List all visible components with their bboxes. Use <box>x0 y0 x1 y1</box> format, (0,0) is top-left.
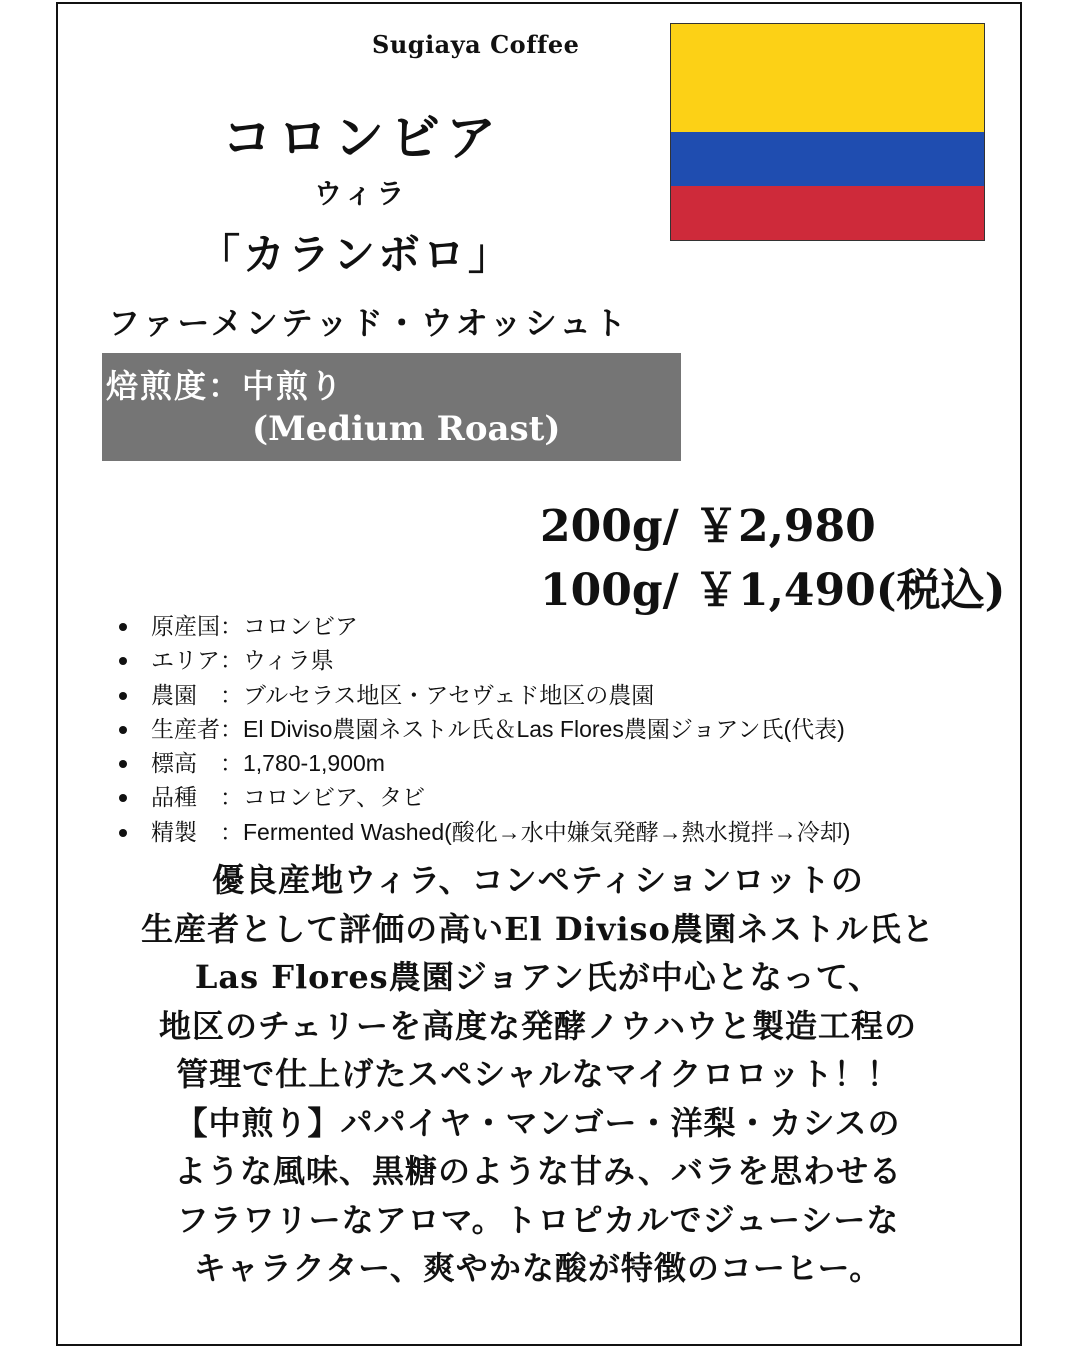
spec-text: 品種 ：コロンビア、タビ <box>151 784 426 811</box>
description-line: フラワリーなアロマ。トロピカルでジューシーな <box>176 1200 900 1239</box>
spec-text: 農園 ：ブルセラス地区・アセヴェド地区の農園 <box>151 681 655 708</box>
farm-name: 「カランボロ」 <box>198 230 514 279</box>
description-line: ような風味、黒糖のような甘み、バラを思わせる <box>174 1152 902 1190</box>
spec-item-altitude <box>118 747 850 781</box>
bullet-icon <box>119 726 127 734</box>
bullet-icon <box>119 657 127 665</box>
description-line: 管理で仕上げたスペシャルなマイクロロット！！ <box>176 1055 900 1093</box>
description-line: 【中煎り】パパイヤ・マンゴー・洋梨・カシスの <box>175 1103 901 1142</box>
flag-yellow-band <box>671 24 984 132</box>
spec-item-farm <box>118 679 850 713</box>
spec-text: 精製 ：Fermented Washed(酸化→水中嫌気発酵→熱水撹拌→冷却) <box>151 818 851 845</box>
region-name: ウィラ <box>314 177 409 210</box>
description-line: 地区のチェリーを高度な発酵ノウハウと製造工程の <box>158 1006 918 1045</box>
flag-red-band <box>671 186 984 240</box>
spec-item-processing <box>118 816 850 850</box>
origin-title: コロンビア <box>222 108 502 167</box>
spec-text: エリア：ウィラ県 <box>151 647 334 674</box>
spec-text: 生産者：El Diviso農園ネストル氏＆Las Flores農園ジョアン氏(代表) <box>151 715 845 742</box>
bullet-icon <box>119 760 127 768</box>
description-line: 生産者として評価の高いEl Diviso農園ネストル氏と <box>141 909 935 948</box>
colombia-flag-icon <box>670 23 985 241</box>
bullet-icon <box>119 692 127 700</box>
spec-text: 標高 ：1,780-1,900m <box>151 750 385 777</box>
spec-text: 原産国：コロンビア <box>151 613 358 639</box>
description-line: Las Flores農園ジョアン氏が中心となって、 <box>194 958 882 996</box>
roast-level-english: (Medium Roast) <box>252 409 561 449</box>
roast-level-label: 焙煎度：中煎り <box>106 367 345 405</box>
price-200g: 200g/ ￥2,980 <box>540 501 876 552</box>
spec-item-origin <box>118 610 850 644</box>
roast-level-box <box>102 353 681 461</box>
spec-item-variety <box>118 781 850 815</box>
bullet-icon <box>119 829 127 837</box>
spec-item-producer <box>118 713 850 747</box>
spec-list <box>118 610 850 850</box>
spec-item-area <box>118 644 850 678</box>
bullet-icon <box>119 794 127 802</box>
price-100g: 100g/ ￥1,490(税込) <box>540 565 1006 616</box>
description-line: 優良産地ウィラ、コンペティションロットの <box>212 861 864 899</box>
flag-blue-band <box>671 132 984 186</box>
process-name: ファーメンテッド・ウオッシュト <box>108 304 630 342</box>
description-block <box>60 856 1016 1293</box>
brand-name: Sugiaya Coffee <box>372 30 580 59</box>
description-line: キャラクター、爽やかな酸が特徴のコーヒー。 <box>193 1249 883 1287</box>
bullet-icon <box>119 623 127 631</box>
